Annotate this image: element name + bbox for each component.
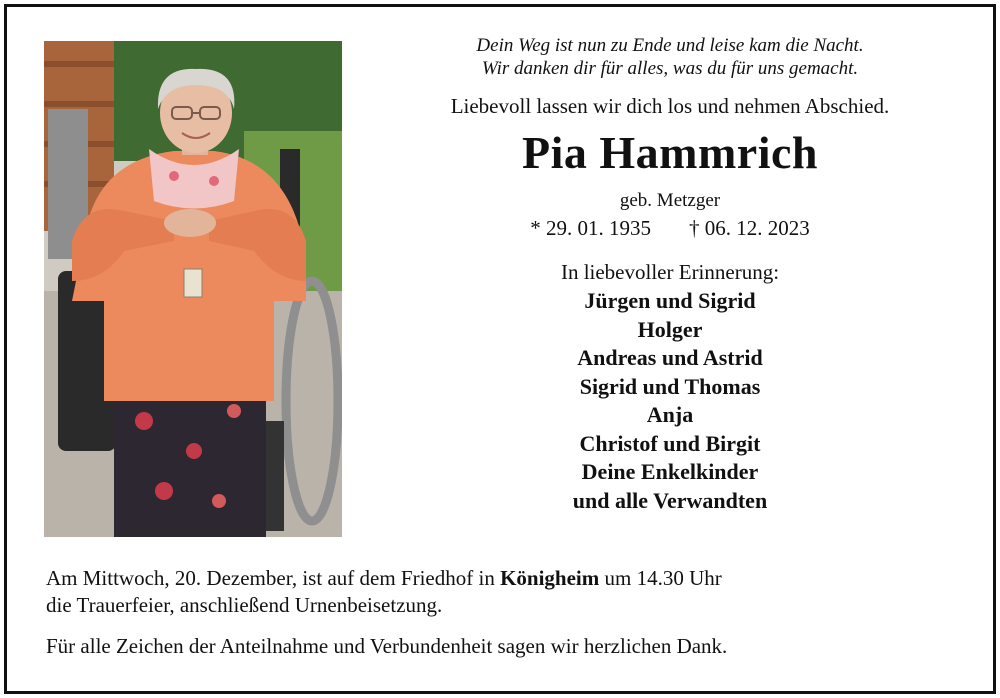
mourner-item: Christof und Birgit — [579, 430, 761, 456]
service-time: um 14.30 Uhr — [599, 566, 722, 590]
mourner-item: Sigrid und Thomas — [579, 373, 761, 399]
portrait-photo — [44, 41, 342, 537]
service-line-1 — [46, 565, 966, 592]
mourner-item: Holger — [637, 316, 703, 342]
verse-line-2: Wir danken dir für alles, was du für uns gemacht. — [481, 58, 859, 79]
deceased-name: Pia Hammrich — [522, 127, 818, 178]
service-line-2: die Trauerfeier, anschließend Urnenbeisetzung. — [46, 593, 443, 617]
notice-main-column — [356, 34, 984, 515]
mourner-item: Andreas und Astrid — [577, 345, 763, 370]
birth-date: * 29. 01. 1935 — [530, 216, 651, 240]
mourner-item: Jürgen und Sigrid — [584, 288, 756, 313]
death-date: † 06. 12. 2023 — [689, 216, 810, 240]
remembrance-heading: In liebevoller Erinnerung: — [560, 260, 780, 284]
service-place: Königheim — [500, 566, 600, 590]
birth-name: geb. Metzger — [619, 190, 721, 211]
farewell-intro: Liebevoll lassen wir dich los und nehmen Abschied. — [450, 94, 890, 118]
mourner-item: Deine Enkelkinder — [581, 459, 759, 484]
mourner-item: Anja — [646, 402, 694, 427]
verse — [356, 34, 984, 80]
life-dates — [356, 215, 984, 241]
mourners-list — [356, 287, 984, 515]
thanks-note: Für alle Zeichen der Anteilnahme und Verbundenheit sagen wir herzlichen Dank. — [46, 634, 728, 658]
service-text-start: Am Mittwoch, 20. Dezember, ist auf dem Friedhof in — [46, 566, 501, 590]
mourner-item: und alle Verwandten — [572, 487, 768, 513]
verse-line-1: Dein Weg ist nun zu Ende und leise kam die Nacht. — [476, 35, 864, 56]
portrait-illustration — [44, 41, 342, 537]
service-info — [46, 565, 966, 660]
